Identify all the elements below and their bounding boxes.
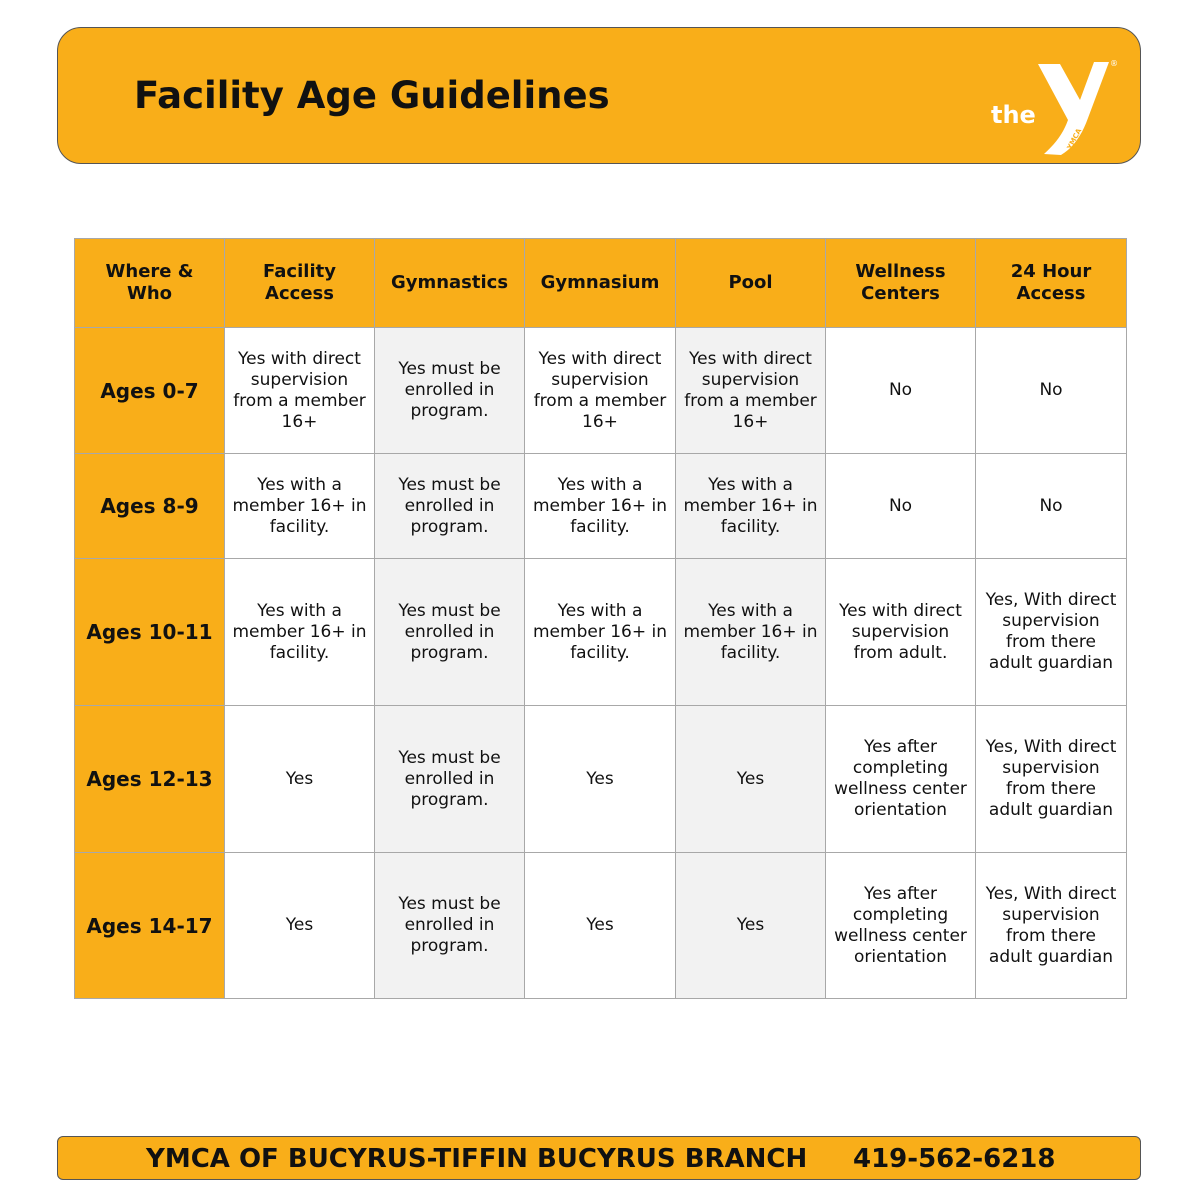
table-cell-wellness-centers: Yes after completing wellness center orientation [826, 706, 976, 853]
table-cell-wellness-centers: No [826, 454, 976, 559]
title-banner [57, 27, 1141, 164]
table-cell-24-hour-access: Yes, With direct supervision from there adult guardian [976, 706, 1127, 853]
table-cell-gymnastics: Yes must be enrolled in program. [375, 559, 525, 706]
table-row [75, 328, 1127, 454]
organization-name: YMCA OF BUCYRUS-TIFFIN BUCYRUS BRANCH [146, 1144, 808, 1174]
table-cell-gymnasium: Yes with direct supervision from a member 16+ [525, 328, 676, 454]
table-cell-facility-access: Yes [225, 853, 375, 999]
table-cell-gymnastics: Yes must be enrolled in program. [375, 454, 525, 559]
table-cell-gymnastics: Yes must be enrolled in program. [375, 328, 525, 454]
footer-banner [57, 1136, 1141, 1180]
table-cell-wellness-centers: Yes after completing wellness center orientation [826, 853, 976, 999]
table-cell-pool: Yes [676, 853, 826, 999]
table-cell-facility-access: Yes with a member 16+ in facility. [225, 454, 375, 559]
table-row [75, 559, 1127, 706]
table-row [75, 853, 1127, 999]
table-cell-gymnasium: Yes with a member 16+ in facility. [525, 454, 676, 559]
table-cell-pool: Yes with direct supervision from a member 16+ [676, 328, 826, 454]
table-cell-gymnasium: Yes with a member 16+ in facility. [525, 559, 676, 706]
table-cell-gymnasium: Yes [525, 706, 676, 853]
column-header-facility-access: Facility Access [225, 239, 375, 328]
table-cell-24-hour-access: Yes, With direct supervision from there adult guardian [976, 853, 1127, 999]
table-cell-pool: Yes [676, 706, 826, 853]
row-label: Ages 10-11 [75, 559, 225, 706]
table-cell-gymnastics: Yes must be enrolled in program. [375, 706, 525, 853]
table-row [75, 454, 1127, 559]
ymca-y-logo-icon [983, 38, 1123, 158]
column-header-wellness-centers: Wellness Centers [826, 239, 976, 328]
table-cell-24-hour-access: No [976, 454, 1127, 559]
table-cell-facility-access: Yes with direct supervision from a member 16+ [225, 328, 375, 454]
table-cell-pool: Yes with a member 16+ in facility. [676, 454, 826, 559]
column-header-where-who: Where & Who [75, 239, 225, 328]
row-label: Ages 14-17 [75, 853, 225, 999]
table-cell-facility-access: Yes with a member 16+ in facility. [225, 559, 375, 706]
table-cell-24-hour-access: Yes, With direct supervision from there adult guardian [976, 559, 1127, 706]
table-header-row [75, 239, 1127, 328]
table-cell-gymnastics: Yes must be enrolled in program. [375, 853, 525, 999]
table-cell-pool: Yes with a member 16+ in facility. [676, 559, 826, 706]
column-header-gymnasium: Gymnasium [525, 239, 676, 328]
row-label: Ages 12-13 [75, 706, 225, 853]
age-guidelines-table [74, 238, 1127, 999]
row-label: Ages 0-7 [75, 328, 225, 454]
column-header-pool: Pool [676, 239, 826, 328]
column-header-24-hour-access: 24 Hour Access [976, 239, 1127, 328]
table-cell-facility-access: Yes [225, 706, 375, 853]
row-label: Ages 8-9 [75, 454, 225, 559]
table-row [75, 706, 1127, 853]
table-cell-gymnasium: Yes [525, 853, 676, 999]
table-cell-24-hour-access: No [976, 328, 1127, 454]
logo-the-text: the [991, 101, 1036, 129]
column-header-gymnastics: Gymnastics [375, 239, 525, 328]
phone-number: 419-562-6218 [853, 1144, 1056, 1174]
table-cell-wellness-centers: Yes with direct supervision from adult. [826, 559, 976, 706]
table-cell-wellness-centers: No [826, 328, 976, 454]
page-title: Facility Age Guidelines [134, 74, 610, 117]
logo-ymca-text: YMCA [1065, 127, 1084, 151]
logo-registered-mark: ® [1110, 59, 1118, 68]
